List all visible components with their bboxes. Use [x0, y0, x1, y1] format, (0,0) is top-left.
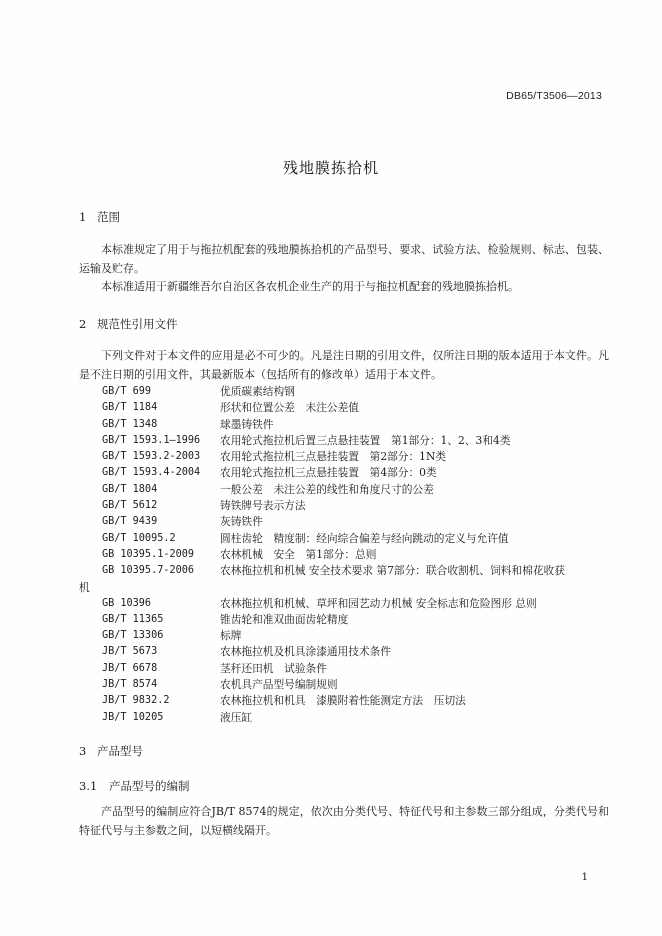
reference-title: 液压缸: [220, 710, 253, 724]
reference-row: [79, 710, 609, 726]
reference-code: GB 10395.7-2006: [102, 565, 195, 577]
reference-row: [79, 677, 609, 693]
page-number: 1: [581, 872, 588, 883]
reference-title: 农林拖拉机和机械、草坪和园艺动力机械 安全标志和危险图形 总则: [220, 596, 537, 610]
reference-code: JB/T 10205: [102, 711, 164, 723]
reference-code: GB/T 5612: [102, 500, 158, 512]
reference-code: GB/T 10095.2: [102, 532, 176, 544]
section-number: 3: [79, 744, 87, 758]
reference-code: JB/T 9832.2: [102, 695, 170, 707]
subsection-title: 产品型号的编制: [109, 779, 190, 793]
reference-title: 优质碳素结构钢: [220, 385, 295, 398]
reference-code: GB/T 699: [102, 386, 152, 397]
subsection-3-1-heading: [79, 778, 190, 794]
reference-code: JB/T 6678: [102, 662, 158, 674]
document-title: 残地膜拣拾机: [282, 159, 379, 177]
reference-row: [79, 644, 609, 660]
reference-row: [79, 596, 609, 612]
reference-title: 球墨铸铁件: [220, 417, 274, 431]
standard-code: DB65/T3506—2013: [506, 90, 602, 102]
reference-title: 农用轮式拖拉机三点悬挂装置 第4部分：0类: [220, 466, 437, 480]
reference-code: GB/T 9439: [102, 516, 158, 528]
reference-title: 农用轮式拖拉机后置三点悬挂装置 第1部分：1、2、3和4类: [220, 433, 511, 447]
reference-title: 茎秆还田机 试验条件: [220, 661, 327, 675]
reference-row: [79, 514, 609, 530]
reference-title: 农机具产品型号编制规则: [220, 678, 338, 692]
reference-title: 锥齿轮和准双曲面齿轮精度: [220, 612, 349, 626]
reference-code: GB/T 1804: [102, 483, 158, 495]
reference-code: GB 10395.1-2009: [102, 548, 195, 560]
reference-code: GB/T 1348: [102, 418, 158, 430]
reference-code: JB/T 5673: [102, 646, 158, 658]
section-3-heading: [79, 743, 143, 759]
section-1-paragraph: 本标准适用于新疆维吾尔自治区各农机企业生产的用于与拖拉机配套的残地膜拣拾机。: [101, 280, 519, 293]
reference-code: JB/T 8574: [102, 679, 158, 691]
normative-references-list: [79, 384, 609, 726]
reference-title: 灰铸铁件: [220, 515, 263, 529]
reference-title: 铸铁牌号表示方法: [220, 499, 306, 513]
reference-row: [79, 661, 609, 677]
section-2-heading: [79, 316, 178, 332]
reference-title: 一般公差 未注公差的线性和角度尺寸的公差: [220, 482, 434, 496]
section-title: 规范性引用文件: [97, 317, 178, 331]
reference-row: [79, 465, 609, 481]
reference-row: [79, 449, 609, 465]
section-3-paragraph: 产品型号的编制应符合JB/T 8574的规定，依次由分类代号、特征代号和主参数三部分组成，分类代号和特征代号与主参数之间，以短横线隔开。: [79, 805, 609, 837]
reference-row: [79, 612, 609, 628]
reference-title: 标牌: [220, 629, 242, 643]
reference-row: [79, 563, 609, 579]
section-1-heading: [79, 209, 120, 225]
reference-title: 形状和位置公差 未注公差值: [220, 401, 359, 415]
reference-row: [79, 547, 609, 563]
section-title: 产品型号: [97, 744, 143, 758]
reference-code: GB/T 13306: [102, 630, 164, 642]
section-number: 1: [79, 210, 87, 224]
section-1-paragraph: 本标准规定了用于与拖拉机配套的残地膜拣拾机的产品型号、要求、试验方法、检验规则、标志、包装、运输及贮存。: [79, 243, 609, 275]
reference-title: 农林拖拉机及机具涂漆通用技术条件: [220, 645, 392, 659]
reference-row: [79, 482, 609, 498]
reference-row: [79, 693, 609, 709]
section-2-intro: 下列文件对于本文件的应用是必不可少的。凡是注日期的引用文件，仅所注日期的版本适用于本文件。凡是不注日期的引用文件，其最新版本（包括所有的修改单）适用于本文件。: [79, 349, 609, 381]
reference-row: [79, 384, 609, 400]
section-number: 2: [79, 317, 87, 331]
reference-code: GB/T 1593.1—1996: [102, 434, 201, 446]
reference-code: GB/T 1593.4-2004: [102, 467, 201, 479]
reference-row: [79, 628, 609, 644]
reference-title: 农用轮式拖拉机三点悬挂装置 第2部分：1N类: [220, 450, 447, 464]
reference-code: GB/T 1184: [102, 402, 158, 414]
reference-row: [79, 498, 609, 514]
section-title: 范围: [97, 210, 120, 224]
reference-title: 农林拖拉机和机械 安全技术要求 第7部分：联合收割机、饲料和棉花收获: [220, 564, 565, 578]
reference-row: [79, 531, 609, 547]
reference-title: 农林机械 安全 第1部分：总则: [220, 547, 377, 561]
reference-code: GB 10396: [102, 597, 152, 609]
reference-code: GB/T 1593.2-2003: [102, 451, 201, 463]
reference-continuation: 机: [79, 580, 90, 594]
reference-title: 农林拖拉机和机具 漆膜附着性能测定方法 压切法: [220, 694, 466, 708]
subsection-number: 3.1: [79, 779, 98, 793]
reference-row: [79, 400, 609, 416]
reference-title: 圆柱齿轮 精度制：经向综合偏差与经向跳动的定义与允许值: [220, 531, 509, 545]
reference-code: GB/T 11365: [102, 613, 164, 625]
reference-row: [79, 417, 609, 433]
reference-row: [79, 433, 609, 449]
